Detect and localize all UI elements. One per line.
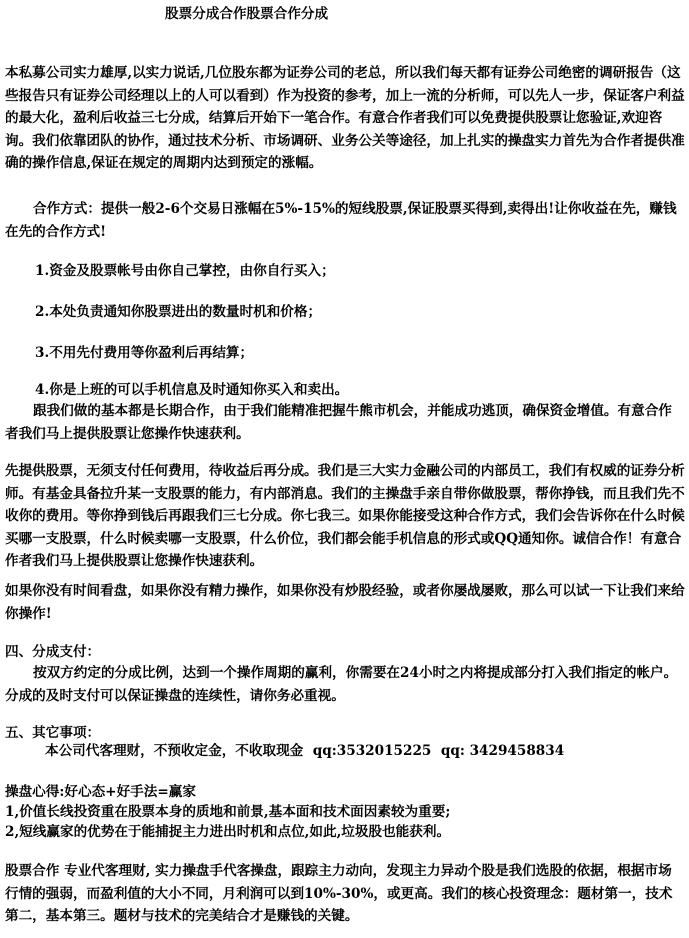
section-4-body: 按双方约定的分成比例，达到一个操作周期的赢利，你需要在24小时之内将提成部分打入我们指定的帐户。分成的及时支付可以保证操盘的连续性，请你务必重视。 xyxy=(5,665,678,704)
list-item-4: 4.你是上班的可以手机信息及时通知你买入和卖出。 xyxy=(35,382,349,398)
no-time-paragraph: 如果你没有时间看盘，如果你没有精力操作，如果你没有炒股经验，或者你屡战屡败，那么可以试一下让我们来给你操作! xyxy=(5,583,685,622)
list-item-1: 1.资金及股票帐号由你自己掌控，由你自行买入； xyxy=(35,263,335,279)
tips-item-2: 2,短线赢家的优势在于能捕捉主力进出时机和点位,如此,垃圾股也能获利。 xyxy=(5,824,451,840)
first-provide-paragraph: 先提供股票，无须支付任何费用，待收益后再分成。我们是三大实力金融公司的内部员工，我们有权威的证券分析师。有基金具备拉升某一支股票的能力，有内部消息。我们的主操盘手亲自带你做股票，帮你挣钱，而且我们先不收你的费用。等你挣到钱后再跟我们三七分成。你七我三。如果你能接受这种合作方式，我们会告诉你在什么时候买哪一支股票，什么时候卖哪一支股票，什么价位，我们都会能手机信息的形式或QQ通知你。诚信合作！有意合作者我们马上提供股票让您操作快速获利。 xyxy=(5,463,685,569)
document-title: 股票分成合作股票合作分成 xyxy=(165,6,329,22)
cooperation-paragraph: 合作方式：提供一般2-6个交易日涨幅在5%-15%的短线股票,保证股票买得到,卖得出!让你收益在先，赚钱在先的合作方式! xyxy=(5,201,677,240)
intro-paragraph: 本私募公司实力雄厚,以实力说话,几位股东都为证券公司的老总，所以我们每天都有证券公司绝密的调研报告（这些报告只有证券公司经理以上的人可以看到）作为投资的参考，加上一流的分析师，可以先人一步，保证客户利益的最大化，盈利后收益三七分成，结算后开始下一笔合作。有意合作者我们可以免费提供股票让您验证,欢迎咨询。我们依靠团队的协作，通过技术分析、市场调研、业务公关等途径，加上扎实的操盘实力首先为合作者提供准确的操作信息,保证在规定的周期内达到预定的涨幅。 xyxy=(5,65,685,171)
section-5-body: 本公司代客理财，不预收定金，不收取现金 qq:3532015225 qq: 3429458834 xyxy=(45,743,565,759)
section-5-heading: 五、其它事项： xyxy=(5,725,101,741)
tips-heading: 操盘心得:好心态+好手法=赢家 xyxy=(5,784,196,800)
tips-item-1: 1,价值长线投资重在股票本身的质地和前景,基本面和技术面因素较为重要; xyxy=(5,804,451,820)
closing-paragraph: 股票合作 专业代客理财, 实力操盘手代客操盘，跟踪主力动向，发现主力异动个股是我们选股的依据，根据市场行情的强弱，而盈利值的大小不同，月利润可以到10%-30%，或更高。我们的核心投资理念：题材第一，技术第二，基本第三。题材与技术的完美结合才是赚钱的关键。 xyxy=(5,863,673,924)
list-item-2: 2.本处负责通知你股票进出的数量时机和价格； xyxy=(35,304,322,320)
longterm-paragraph: 跟我们做的基本都是长期合作，由于我们能精准把握牛熊市机会，并能成功逃顶，确保资金增值。有意合作者我们马上提供股票让您操作快速获利。 xyxy=(5,403,672,442)
list-item-3: 3.不用先付费用等你盈利后再结算； xyxy=(35,345,254,361)
section-4-heading: 四、分成支付： xyxy=(5,644,101,660)
